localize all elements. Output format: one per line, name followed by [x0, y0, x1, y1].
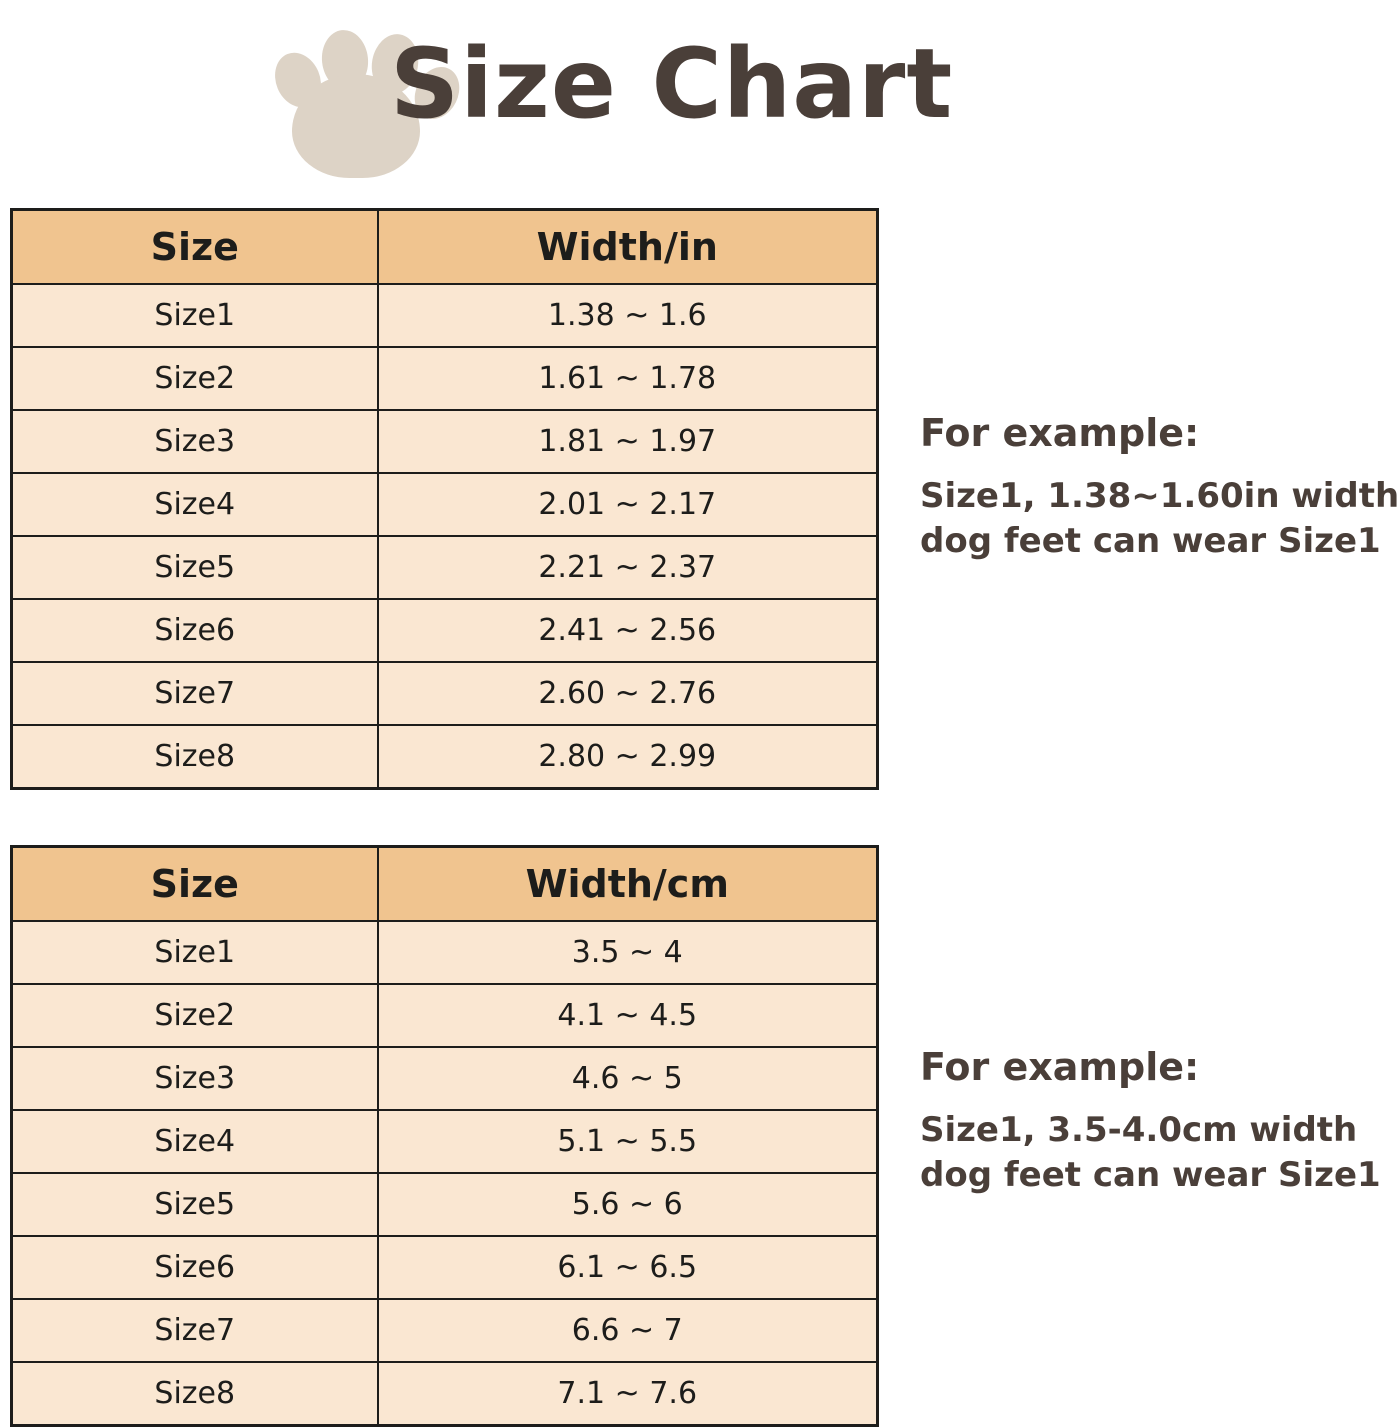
cell-width: 2.21 ~ 2.37: [378, 536, 878, 599]
table-row: [12, 1236, 878, 1299]
table-row: [12, 1362, 878, 1426]
cell-width: 1.38 ~ 1.6: [378, 284, 878, 347]
cell-width: 2.60 ~ 2.76: [378, 662, 878, 725]
size-table-centimeters: [10, 845, 879, 1427]
cell-size: Size7: [12, 662, 378, 725]
table-row: [12, 284, 878, 347]
cell-width: 4.1 ~ 4.5: [378, 984, 878, 1047]
table-row: [12, 599, 878, 662]
table-row: [12, 473, 878, 536]
cell-size: Size8: [12, 1362, 378, 1426]
example-line-2: dog feet can wear Size1: [920, 521, 1381, 562]
cell-size: Size8: [12, 725, 378, 789]
cell-width: 5.6 ~ 6: [378, 1173, 878, 1236]
column-header-size: Size: [12, 210, 378, 285]
table-row: [12, 347, 878, 410]
page-header: [0, 0, 1400, 190]
cell-size: Size7: [12, 1299, 378, 1362]
cell-width: 7.1 ~ 7.6: [378, 1362, 878, 1426]
table-header-row: [12, 847, 878, 922]
cell-width: 6.1 ~ 6.5: [378, 1236, 878, 1299]
cell-width: 2.80 ~ 2.99: [378, 725, 878, 789]
table-row: [12, 1110, 878, 1173]
example-line-2: dog feet can wear Size1: [920, 1155, 1381, 1196]
cell-width: 1.81 ~ 1.97: [378, 410, 878, 473]
example-note-centimeters: [920, 1042, 1381, 1198]
cell-size: Size2: [12, 347, 378, 410]
example-note-inches: [920, 408, 1399, 564]
example-title: For example:: [920, 411, 1200, 455]
cell-width: 6.6 ~ 7: [378, 1299, 878, 1362]
cell-size: Size3: [12, 410, 378, 473]
size-table-inches: [10, 208, 879, 790]
example-line-1: Size1, 1.38~1.60in width: [920, 476, 1400, 517]
cell-width: 1.61 ~ 1.78: [378, 347, 878, 410]
column-header-width: Width/cm: [378, 847, 878, 922]
size-table-centimeters-block: [10, 845, 879, 1427]
cell-size: Size4: [12, 1110, 378, 1173]
table-row: [12, 662, 878, 725]
cell-size: Size5: [12, 1173, 378, 1236]
cell-width: 2.01 ~ 2.17: [378, 473, 878, 536]
example-title: For example:: [920, 1045, 1200, 1089]
size-table-inches-block: [10, 208, 879, 790]
cell-size: Size2: [12, 984, 378, 1047]
table-row: [12, 1047, 878, 1110]
cell-size: Size6: [12, 1236, 378, 1299]
column-header-width: Width/in: [378, 210, 878, 285]
cell-width: 4.6 ~ 5: [378, 1047, 878, 1110]
column-header-size: Size: [12, 847, 378, 922]
cell-size: Size1: [12, 284, 378, 347]
cell-width: 2.41 ~ 2.56: [378, 599, 878, 662]
table-row: [12, 725, 878, 789]
table-row: [12, 984, 878, 1047]
cell-size: Size3: [12, 1047, 378, 1110]
table-row: [12, 1299, 878, 1362]
table-row: [12, 536, 878, 599]
table-row: [12, 410, 878, 473]
example-line-1: Size1, 3.5-4.0cm width: [920, 1110, 1358, 1151]
page-title: Size Chart: [390, 28, 954, 140]
table-row: [12, 921, 878, 984]
cell-width: 3.5 ~ 4: [378, 921, 878, 984]
cell-size: Size4: [12, 473, 378, 536]
cell-size: Size6: [12, 599, 378, 662]
cell-size: Size1: [12, 921, 378, 984]
table-row: [12, 1173, 878, 1236]
cell-size: Size5: [12, 536, 378, 599]
cell-width: 5.1 ~ 5.5: [378, 1110, 878, 1173]
table-header-row: [12, 210, 878, 285]
